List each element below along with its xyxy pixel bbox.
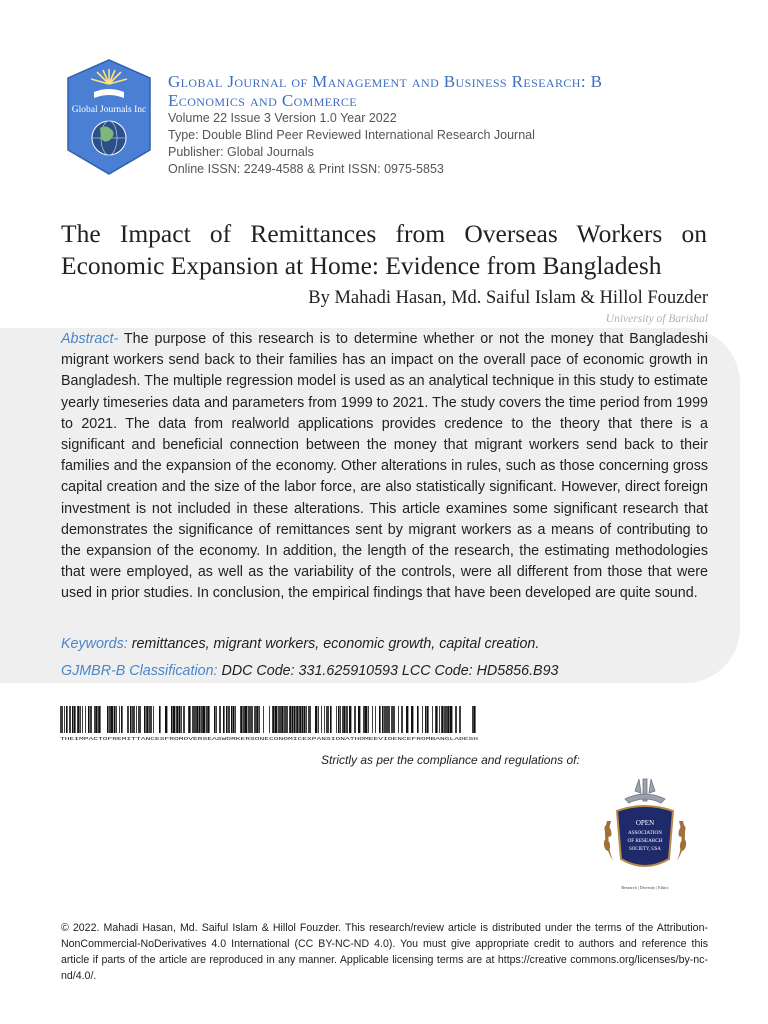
trident-icon xyxy=(625,779,665,803)
journal-type: Type: Double Blind Peer Reviewed International Research Journal xyxy=(168,128,535,142)
seal-line3: OF RESEARCH xyxy=(627,838,663,844)
barcode xyxy=(60,706,478,742)
abstract xyxy=(61,329,708,605)
logo-text: Global Journals Inc xyxy=(71,105,147,115)
journal-title-line1: Global Journal of Management and Business Research: B xyxy=(168,72,603,91)
journal-volume: Volume 22 Issue 3 Version 1.0 Year 2022 xyxy=(168,111,397,125)
seal-line4: SOCIETY, USA xyxy=(629,847,661,852)
keywords-text: remittances, migrant workers, economic growth, capital creation. xyxy=(127,636,540,652)
author-affiliation: University of Barishal xyxy=(605,313,708,325)
open-association-seal xyxy=(595,775,695,895)
paper-authors: By Mahadi Hasan, Md. Saiful Islam & Hillol Fouzder xyxy=(308,288,708,308)
abstract-text: The purpose of this research is to determine whether or not the money that Bangladeshi migrant workers send back to their families has an impact on the overall pace of economic growth in Bangladesh. The multiple regression model is used as an analytical technique in this study to estimate yearly timeseries data and parameters from 1999 to 2021. The study covers the time period from 1999 to 2021. The data from realworld applications provides credence to the theory that there is a significant and beneficial connection between the money that migrant workers send back to their families and the expansion of the economy. Other alterations in rules, such as those concerning gross capital creation and the size of the labor force, are also statistically significant. However, direct foreign investment is not included in these alterations. This article examines some significant research that demonstrates the significance of remittances sent by migrant workers as a means of contributing to the expansion of the economy. In addition, the length of the research, the estimating methodologies that were employed, as well as the variability of the controls, were all different from those that were used in prior studies. In conclusion, the empirical findings that have been developed are quite sound. xyxy=(61,331,708,602)
copyright-notice: © 2022. Mahadi Hasan, Md. Saiful Islam & Hillol Fouzder. This research/review article is distributed under the terms of the Attribution-NonCommercial-NoDerivatives 4.0 International (CC BY-NC-ND 4.0). You must give appropriate credit to authors and reference this article if parts of the article are reproduced in any manner. Applicable licensing terms are at https://creative commons.org/licenses/by-nc-nd/4.0/. xyxy=(61,922,708,982)
compliance-note: Strictly as per the compliance and regulations of: xyxy=(321,753,580,767)
paper-title: The Impact of Remittances from Overseas Workers on Economic Expansion at Home: Evidence from Bangladesh xyxy=(61,219,707,280)
classification-text: DDC Code: 331.625910593 LCC Code: HD5856.B93 xyxy=(217,663,559,679)
seal-line2: ASSOCIATION xyxy=(627,830,663,836)
abstract-label: Abstract- xyxy=(61,331,119,347)
journal-issn: Online ISSN: 2249-4588 & Print ISSN: 0975-5853 xyxy=(168,162,444,176)
seal-line1: OPEN xyxy=(635,819,655,827)
keywords xyxy=(61,636,539,652)
classification-label: GJMBR-B Classification: xyxy=(61,663,218,679)
global-journals-logo xyxy=(64,58,154,176)
keywords-label: Keywords: xyxy=(61,636,128,652)
barcode-caption: THEIMPACTOFREMITTANCESFROMOVERSEASWORKERSONECONOMICEXPANSIONATHOMEEVIDENCEFROMBANGLADESH xyxy=(60,737,303,742)
journal-publisher: Publisher: Global Journals xyxy=(168,145,314,159)
barcode-bars xyxy=(60,706,476,733)
journal-header xyxy=(168,72,748,178)
journal-title-line2: Economics and Commerce xyxy=(168,91,358,110)
classification xyxy=(61,663,558,679)
seal-motto: Research | Diversity | Ethics xyxy=(621,885,669,890)
globe-icon xyxy=(92,121,126,155)
